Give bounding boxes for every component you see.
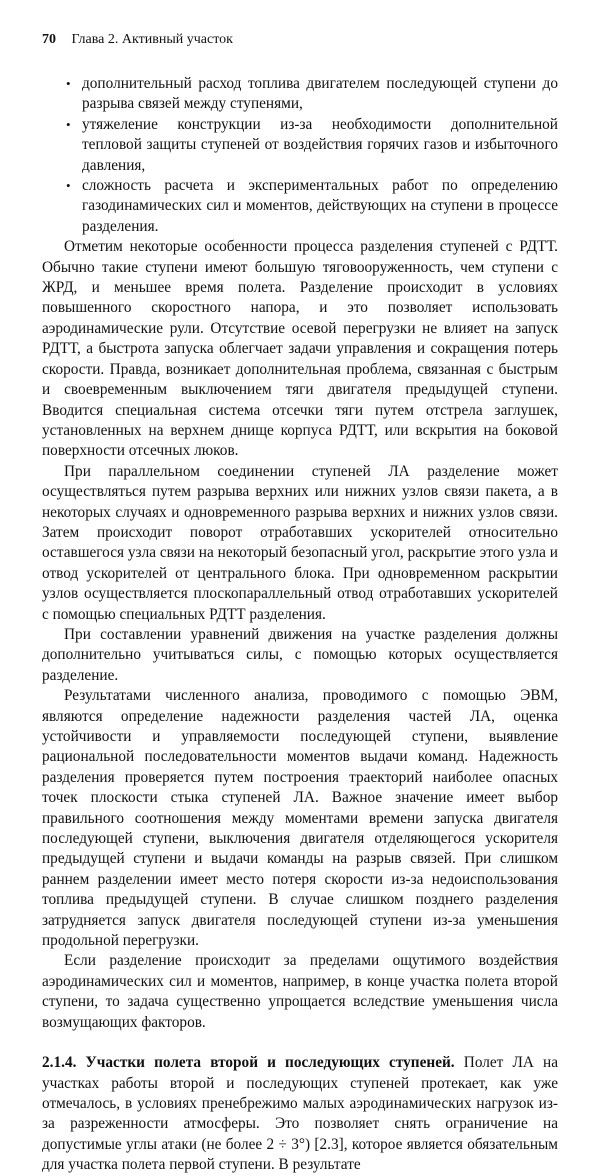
paragraph-equations: При составлении уравнений движения на участке разделения должны дополнительно учитываться силы, с помощью которых осуществляется разделение. (42, 625, 558, 684)
bullet-text: дополнительный расход топлива двигателем последующей ступени до разрыва связей между ступенями, (82, 75, 558, 113)
bullet-item (42, 74, 558, 115)
paragraph-simplification: Если разделение происходит за пределами ощутимого воздействия аэродинамических сил и моментов, например, в конце участка полета второй ступени, то задача существенно упрощается вследствие уменьшения числа возмущающих факторов. (42, 952, 558, 1031)
paragraph-parallel-staging: При параллельном соединении ступеней ЛА разделение может осуществляться путем разрыва верхних или нижних узлов связи пакета, а в некоторых случаях и одновременного разрыва верхних и нижних узлов связи. Затем происходит поворот отработавших ускорителей относительно оставшегося узла связи на некоторый безопасный угол, раскрытие этого узла и отвод ускорителей от центрального блока. При одновременном раскрытии узлов осуществляется плоскопараллельный отвод отработавших ускорителей с помощью специальных РДТТ разделения. (42, 462, 558, 623)
bullet-item (42, 115, 558, 176)
bullet-icon: • (66, 116, 71, 132)
bullet-icon: • (66, 76, 71, 91)
bullet-list (42, 74, 558, 237)
page-number: 70 (42, 32, 56, 47)
bullet-item (42, 176, 558, 237)
section-2-1-4 (42, 1053, 558, 1175)
running-header (42, 30, 558, 52)
paragraph-numerical-analysis: Результатами численного анализа, проводимого с помощью ЭВМ, являются определение надежности разделения частей ЛА, оценка устойчивости и управляемости последующей ступени, выявление рациональной последовательности моментов выдачи команд. Надежность разделения проверяется путем построения траекторий наиболее опасных точек плоскости стыка ступеней ЛА. Важное значение имеет выбор правильного соотношения между моментами времени запуска двигателя последующей ступени, выключения двигателя отделяющегося ускорителя предыдущей ступени и выдачи команды на разрыв связей. При слишком раннем разделении имеет место потеря скорости из-за недоиспользования топлива предыдущей ступени. В случае слишком позднего разделения затрудняется запуск двигателя последующей ступени из-за уменьшения продольной перегрузки. (42, 687, 558, 950)
section-text: Полет ЛА на участках работы второй и последующих ступеней протекает, как уже отмечалось, в условиях пренебрежимо малых аэродинамических нагрузок из-за разреженности атмосферы. Это позволяет снять ограничение на допустимые углы атаки (не более 2 ÷ 3°) [2.3], которое является обязательным для участка полета первой ступени. В результате (42, 1054, 558, 1174)
section-number: 2.1.4. (42, 1054, 77, 1072)
section-title: Участки полета второй и последующих ступеней. (85, 1054, 455, 1072)
bullet-text: сложность расчета и экспериментальных работ по определению газодинамических сил и моментов, действующих на ступени в процессе разделения. (82, 177, 558, 235)
bullet-icon: • (66, 178, 71, 194)
paragraph-srm-separation: Отметим некоторые особенности процесса разделения ступеней с РДТТ. Обычно такие ступени имеют большую тяговооруженность, чем ступени с ЖРД, и меньшее время полета. Разделение происходит в условиях повышенного скоростного напора, и это позволяет использовать аэродинамические рули. Отсутствие осевой перегрузки не влияет на запуск РДТТ, а быстрота запуска облегчает задачи управления и сокращения потерь скорости. Правда, возникает дополнительная проблема, связанная с быстрым и своевременным выключением тяги двигателя предыдущей ступени. Вводится специальная система отсечки тяги путем отстрела заглушек, установленных на верхнем днище корпуса РДТТ, или вскрытия на боковой поверхности отсечных люков. (42, 238, 558, 460)
bullet-text: утяжеление конструкции из-за необходимости дополнительной тепловой защиты ступеней от воздействия горячих газов и избыточного давления, (82, 115, 558, 174)
chapter-title: Глава 2. Активный участок (71, 32, 233, 47)
